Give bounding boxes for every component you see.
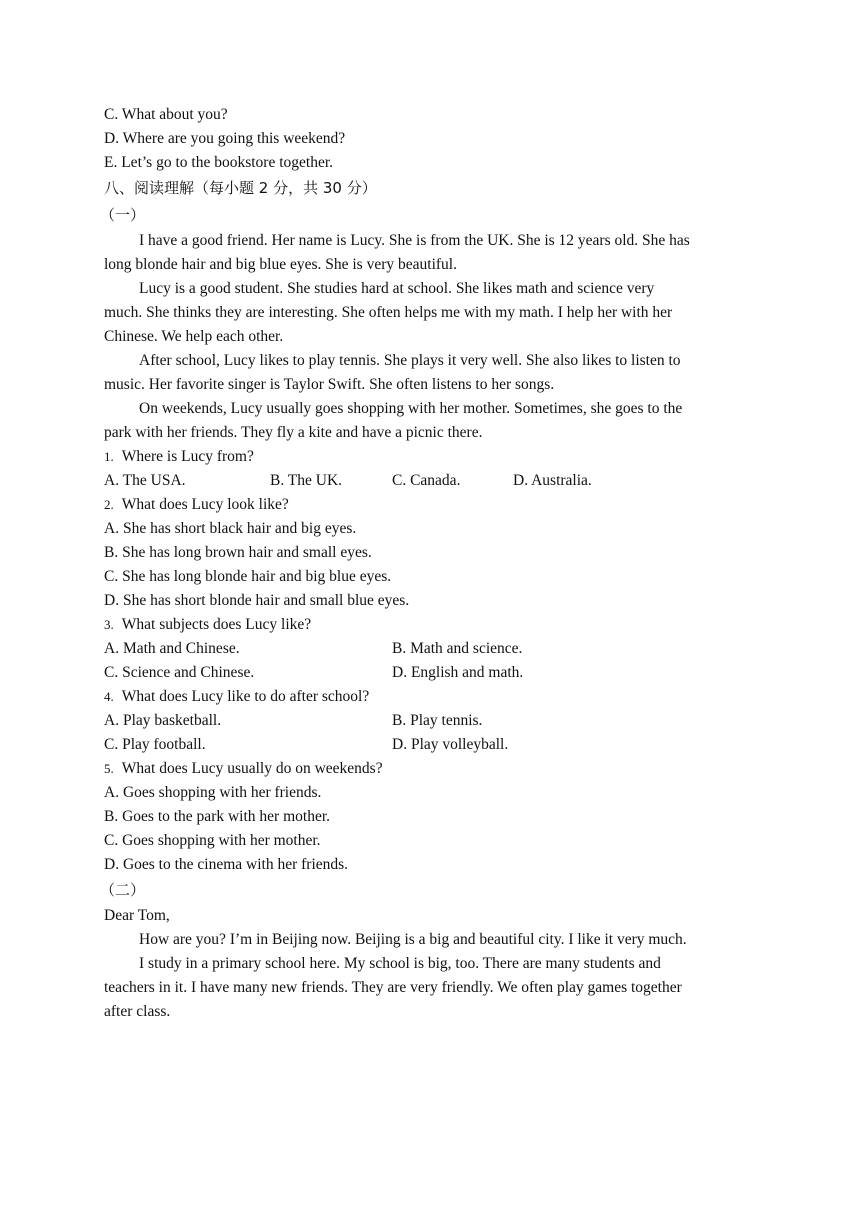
part1-label: （一）: [100, 206, 146, 224]
question-text: What does Lucy like to do after school?: [121, 688, 370, 705]
option-c: C. Science and Chinese.: [104, 664, 255, 681]
passage-1: [104, 229, 760, 445]
question-text: Where is Lucy from?: [121, 448, 254, 465]
option-d: D. Goes to the cinema with her friends.: [104, 856, 349, 873]
option-d: D. Play volleyball.: [392, 736, 509, 753]
question-text: What subjects does Lucy like?: [121, 616, 312, 633]
option-a: A. Play basketball.: [104, 712, 222, 729]
option-b: B. The UK.: [270, 472, 343, 489]
part2-label: （二）: [100, 881, 146, 899]
passage-line: much. She thinks they are interesting. She often helps me with my math. I help her with her: [104, 304, 673, 321]
passage-line: How are you? I’m in Beijing now. Beijing is a big and beautiful city. I like it very much.: [139, 931, 687, 948]
option-d: D. She has short blonde hair and small blue eyes.: [104, 592, 410, 609]
option-a: A. The USA.: [104, 472, 186, 489]
passage-line: I study in a primary school here. My school is big, too. There are many students and: [139, 955, 661, 972]
option-b: B. She has long brown hair and small eyes.: [104, 544, 372, 561]
question-1-options: [104, 469, 760, 493]
passage-line: Chinese. We help each other.: [104, 328, 284, 345]
letter-salutation: Dear Tom,: [104, 907, 170, 924]
option-a: A. She has short black hair and big eyes.: [104, 520, 357, 537]
option-c: C. Goes shopping with her mother.: [104, 832, 321, 849]
option-b: B. Math and science.: [392, 640, 523, 657]
question-text: What does Lucy look like?: [121, 496, 289, 513]
question-number: 1.: [104, 449, 114, 464]
question-1: [104, 445, 760, 469]
option-a: A. Math and Chinese.: [104, 640, 240, 657]
question-number: 3.: [104, 617, 114, 632]
passage-line: After school, Lucy likes to play tennis. She plays it very well. She also likes to listen to: [139, 352, 681, 369]
prev-option-d: D. Where are you going this weekend?: [104, 130, 346, 147]
option-d: D. English and math.: [392, 664, 524, 681]
question-2: [104, 493, 760, 517]
option-b: B. Goes to the park with her mother.: [104, 808, 330, 825]
option-b: B. Play tennis.: [392, 712, 483, 729]
question-text: What does Lucy usually do on weekends?: [121, 760, 383, 777]
prev-option-c: C. What about you?: [104, 106, 228, 123]
passage-line: long blonde hair and big blue eyes. She is very beautiful.: [104, 256, 457, 273]
passage-line: park with her friends. They fly a kite and have a picnic there.: [104, 424, 483, 441]
question-4: [104, 685, 760, 709]
passage-line: teachers in it. I have many new friends. They are very friendly. We often play games together: [104, 979, 682, 996]
passage-line: after class.: [104, 1003, 171, 1020]
passage-line: On weekends, Lucy usually goes shopping with her mother. Sometimes, she goes to the: [139, 400, 683, 417]
option-c: C. She has long blonde hair and big blue eyes.: [104, 568, 392, 585]
question-number: 5.: [104, 761, 114, 776]
option-c: C. Play football.: [104, 736, 206, 753]
prev-option-e: E. Let’s go to the bookstore together.: [104, 154, 334, 171]
passage-line: music. Her favorite singer is Taylor Swift. She often listens to her songs.: [104, 376, 555, 393]
option-a: A. Goes shopping with her friends.: [104, 784, 322, 801]
question-number: 4.: [104, 689, 114, 704]
option-c: C. Canada.: [392, 472, 461, 489]
question-3: [104, 613, 760, 637]
passage-line: I have a good friend. Her name is Lucy. She is from the UK. She is 12 years old. She has: [139, 232, 690, 249]
question-3-options-row1: [104, 637, 760, 661]
passage-2: [104, 928, 760, 1024]
question-4-options-row1: [104, 709, 760, 733]
option-d: D. Australia.: [513, 472, 592, 489]
question-5: [104, 757, 760, 781]
question-3-options-row2: [104, 661, 760, 685]
section-heading: 八、阅读理解（每小题 2 分，共 30 分）: [104, 179, 377, 197]
passage-line: Lucy is a good student. She studies hard at school. She likes math and science very: [139, 280, 655, 297]
document-page: [100, 103, 760, 1024]
question-number: 2.: [104, 497, 114, 512]
question-4-options-row2: [104, 733, 760, 757]
